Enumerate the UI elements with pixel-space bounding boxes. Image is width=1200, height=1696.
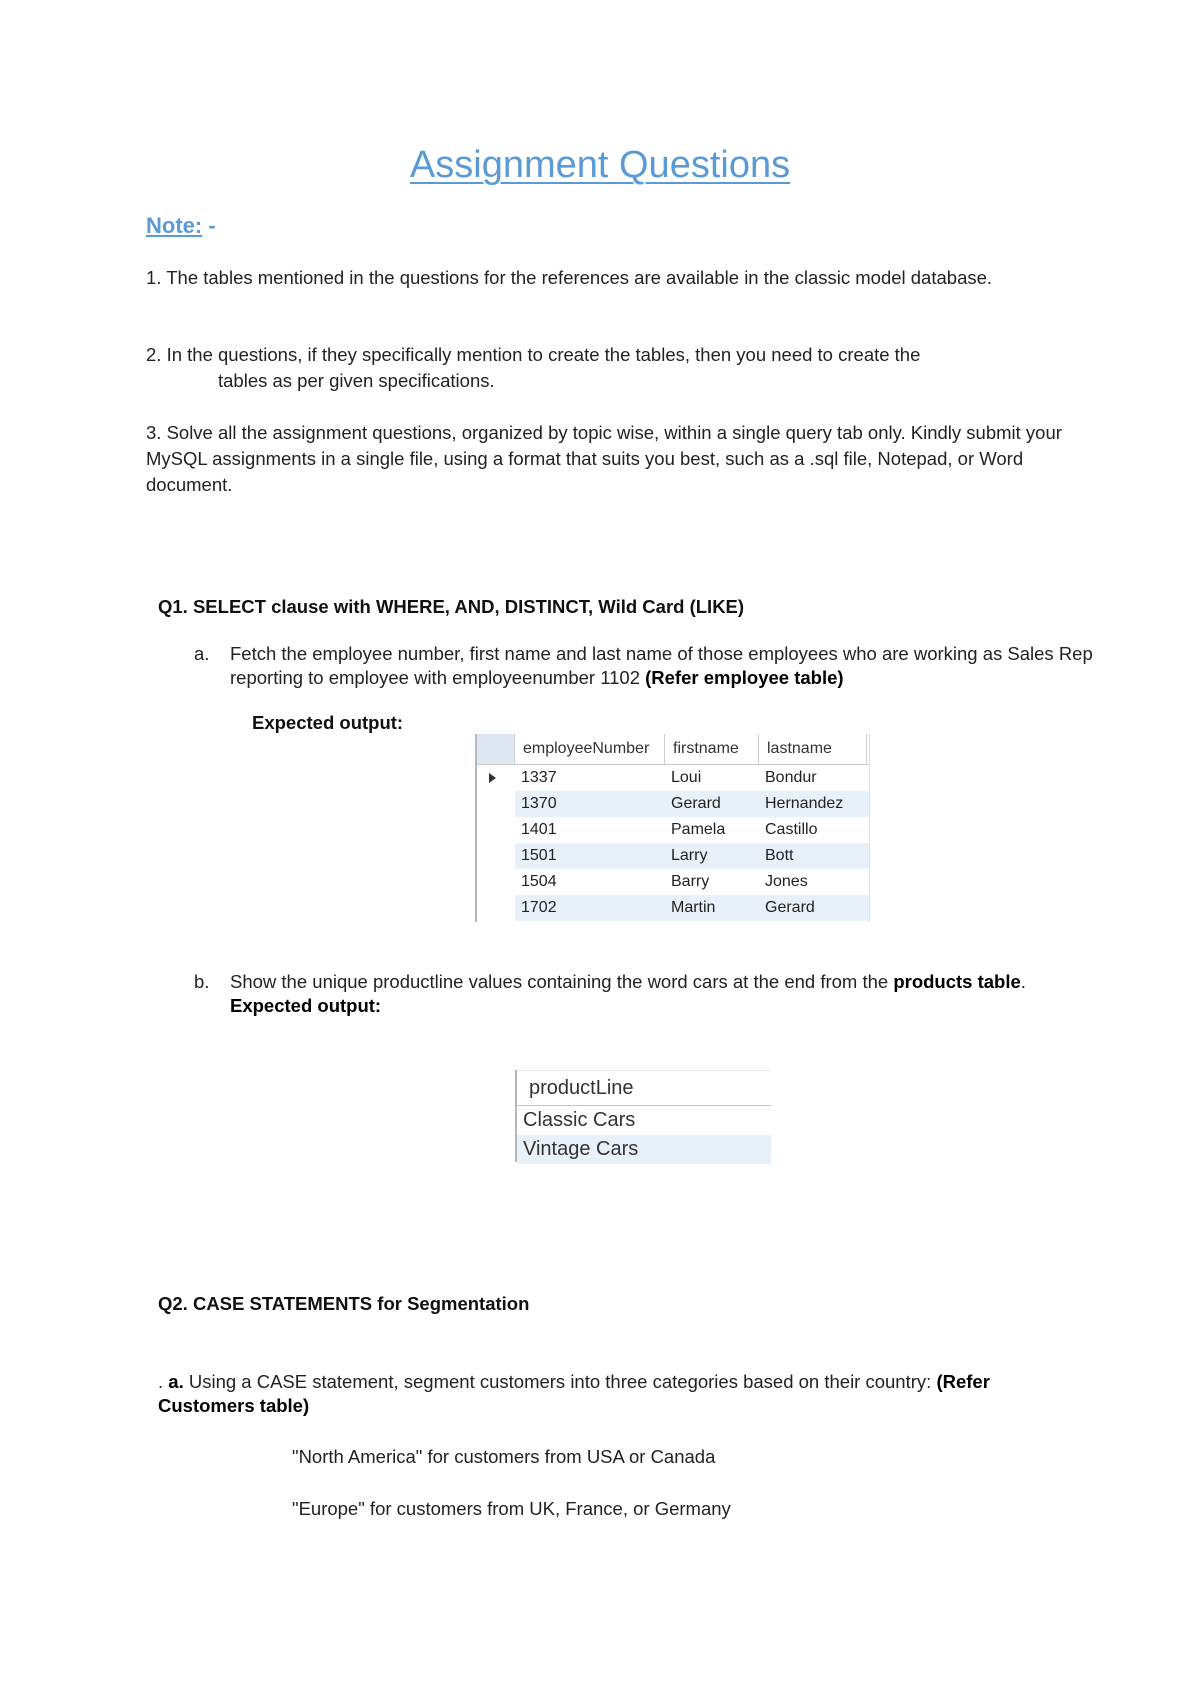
note-item-3: 3. Solve all the assignment questions, organized by topic wise, within a single query tab only. Kindly submit your MySQL assignments in a single file, using a format that suits you best, such as a .sql file, Notepad, or Word document. xyxy=(146,422,1062,495)
table-row xyxy=(477,869,869,895)
note-item-2 xyxy=(146,342,1058,394)
q1-a-body: Fetch the employee number, first name and last name of those employees who are working as Sales Rep reporting to employee with employeenumber 1102 xyxy=(230,643,1093,688)
q2-segment-europe: "Europe" for customers from UK, France, or Germany xyxy=(292,1498,731,1519)
row-selector xyxy=(477,843,515,869)
cell: 1702 xyxy=(521,899,557,916)
page-title: Assignment Questions xyxy=(409,144,791,186)
q2-a-prefix: . xyxy=(158,1371,169,1392)
col-productline: productLine xyxy=(517,1070,771,1106)
q2-a-ref: (Refer Customers table) xyxy=(158,1371,990,1416)
row-selector xyxy=(477,869,515,895)
table-row xyxy=(477,895,869,921)
q1-a-ref: (Refer employee table) xyxy=(645,667,844,688)
cell: Gerard xyxy=(671,795,721,812)
cell: Larry xyxy=(671,847,708,864)
q1-b-period: . xyxy=(1020,971,1026,992)
note-heading xyxy=(146,213,216,239)
q1-b-body: Show the unique productline values containing the word cars at the end from the xyxy=(230,971,894,992)
cell: Loui xyxy=(671,769,702,786)
productline-result-grid xyxy=(515,1070,771,1162)
q1-b-text xyxy=(230,970,1094,1018)
cell: Martin xyxy=(671,899,716,916)
q2-segment-north-america: "North America" for customers from USA or Canada xyxy=(292,1446,716,1467)
q1-b-expected-label: Expected output: xyxy=(230,995,382,1016)
cell: 1501 xyxy=(521,847,557,864)
cell: Barry xyxy=(671,873,710,890)
cell: Jones xyxy=(765,873,808,890)
q1-b-marker: b. xyxy=(194,971,210,992)
note-item-2-line2: tables as per given specifications. xyxy=(218,370,495,391)
cell: Hernandez xyxy=(765,795,844,812)
cell: Gerard xyxy=(765,899,815,916)
current-row-arrow-icon xyxy=(489,773,496,783)
table-row xyxy=(477,765,869,791)
table-row xyxy=(477,817,869,843)
row-selector xyxy=(477,817,515,843)
note-item-1: 1. The tables mentioned in the questions for the references are available in the classic model database. xyxy=(146,267,993,288)
cell: Bondur xyxy=(765,769,817,786)
cell: 1370 xyxy=(521,795,557,812)
q1-a-expected-label: Expected output: xyxy=(252,712,404,733)
q1-item-a xyxy=(194,642,1094,690)
table-row xyxy=(477,843,869,869)
col-lastname: lastname xyxy=(759,734,867,764)
row-selector xyxy=(477,765,515,791)
note-label: Note: xyxy=(146,213,203,238)
q1-heading: Q1. SELECT clause with WHERE, AND, DISTINCT, Wild Card (LIKE) xyxy=(158,596,745,617)
q1-b-ref: products table xyxy=(893,971,1021,992)
col-firstname: firstname xyxy=(665,734,759,764)
q1-a-text xyxy=(230,642,1094,690)
table-row xyxy=(477,791,869,817)
employee-grid-header xyxy=(477,734,869,765)
cell: Pamela xyxy=(671,821,726,838)
q1-a-marker: a. xyxy=(194,643,210,664)
q2-a-body: Using a CASE statement, segment customers into three categories based on their country: xyxy=(183,1371,937,1392)
col-employee-number: employeeNumber xyxy=(515,734,665,764)
cell: Bott xyxy=(765,847,794,864)
q2-item-a xyxy=(158,1370,1058,1418)
row-selector xyxy=(477,791,515,817)
cell: 1401 xyxy=(521,821,557,838)
row-selector xyxy=(477,895,515,921)
q2-heading: Q2. CASE STATEMENTS for Segmentation xyxy=(158,1293,530,1314)
row-selector-header xyxy=(477,734,515,764)
note-suffix: - xyxy=(202,213,216,238)
q2-a-marker: a. xyxy=(168,1371,184,1392)
table-row: Classic Cars xyxy=(523,1109,636,1131)
note-item-2-line1: 2. In the questions, if they specifically mention to create the tables, then you need to create the xyxy=(146,344,921,365)
table-row: Vintage Cars xyxy=(517,1135,771,1164)
employee-result-grid xyxy=(475,734,870,922)
q1-item-b xyxy=(194,970,1094,1018)
cell: 1504 xyxy=(521,873,557,890)
cell: Castillo xyxy=(765,821,818,838)
cell: 1337 xyxy=(521,769,557,786)
